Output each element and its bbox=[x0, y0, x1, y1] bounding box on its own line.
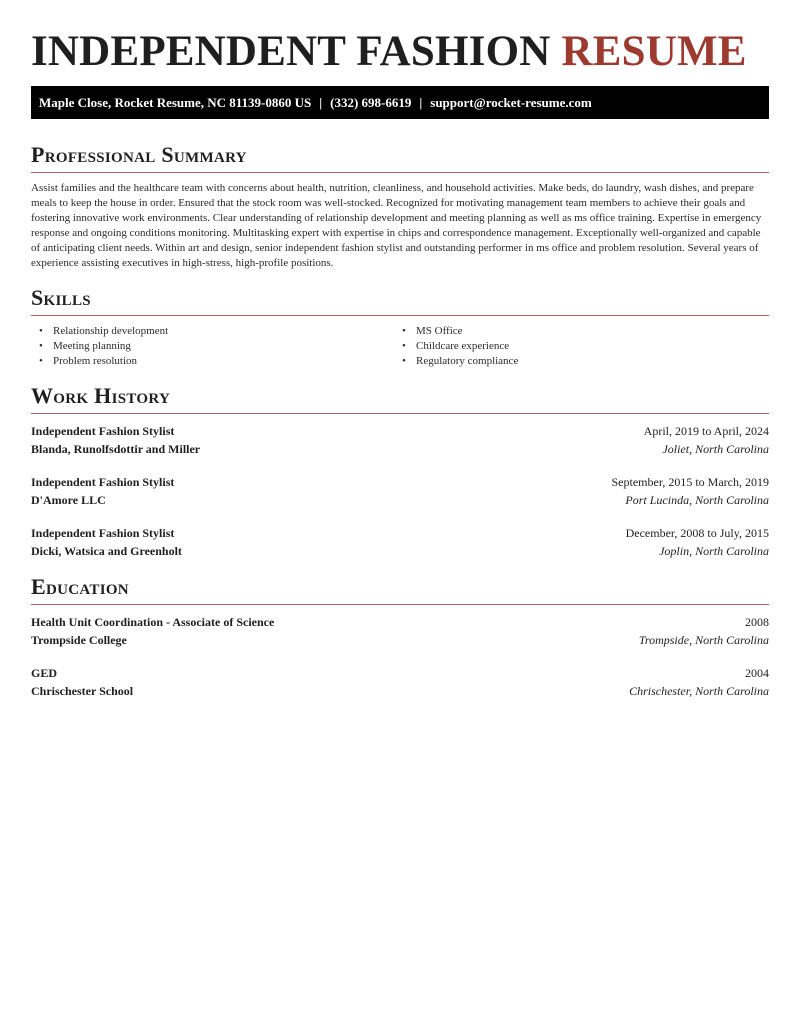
job-dates: December, 2008 to July, 2015 bbox=[625, 526, 769, 540]
job-company: Blanda, Runolfsdottir and Miller bbox=[31, 442, 201, 456]
skills-list bbox=[31, 324, 769, 369]
education-section bbox=[31, 574, 769, 700]
section-divider bbox=[31, 413, 769, 414]
job-entry bbox=[31, 524, 769, 560]
job-title: Independent Fashion Stylist bbox=[31, 475, 175, 489]
section-divider bbox=[31, 172, 769, 173]
education-entry bbox=[31, 664, 769, 700]
skill-item: • Regulatory compliance bbox=[394, 354, 757, 369]
contact-bar bbox=[31, 86, 769, 119]
title-main: INDEPENDENT FASHION bbox=[31, 28, 551, 75]
job-company: D'Amore LLC bbox=[31, 493, 106, 507]
education-location: Trompside, North Carolina bbox=[638, 633, 769, 647]
job-location: Port Lucinda, North Carolina bbox=[625, 493, 769, 507]
job-company: Dicki, Watsica and Greenholt bbox=[31, 544, 182, 558]
contact-address: Maple Close, Rocket Resume, NC 81139-0860 US bbox=[39, 94, 312, 110]
contact-separator: | bbox=[319, 94, 323, 110]
job-location: Joplin, North Carolina bbox=[659, 544, 769, 558]
education-school: Chrischester School bbox=[31, 684, 134, 698]
education-location: Chrischester, North Carolina bbox=[629, 684, 769, 698]
education-heading: Education bbox=[31, 574, 129, 599]
skill-item: • MS Office bbox=[394, 324, 757, 339]
education-year: 2004 bbox=[745, 666, 769, 680]
job-dates: April, 2019 to April, 2024 bbox=[643, 424, 769, 438]
education-school: Trompside College bbox=[31, 633, 127, 647]
resume-title bbox=[31, 0, 769, 74]
title-accent: RESUME bbox=[561, 28, 747, 75]
resume-page bbox=[31, 0, 769, 700]
education-degree: Health Unit Coordination - Associate of Science bbox=[31, 615, 275, 629]
skills-column-left bbox=[31, 324, 394, 369]
contact-separator: | bbox=[419, 94, 423, 110]
job-location: Joliet, North Carolina bbox=[662, 442, 769, 456]
contact-email: support@rocket-resume.com bbox=[430, 94, 592, 110]
summary-heading: Professional Summary bbox=[31, 142, 247, 167]
job-entry bbox=[31, 473, 769, 509]
skills-heading: Skills bbox=[31, 285, 91, 310]
skill-item: • Problem resolution bbox=[31, 354, 394, 369]
skill-item: • Meeting planning bbox=[31, 339, 394, 354]
job-entry bbox=[31, 422, 769, 458]
education-entry bbox=[31, 613, 769, 649]
summary-section bbox=[31, 142, 769, 271]
work-heading: Work History bbox=[31, 383, 171, 408]
skills-section bbox=[31, 285, 769, 369]
skill-item: • Relationship development bbox=[31, 324, 394, 339]
job-title: Independent Fashion Stylist bbox=[31, 424, 175, 438]
work-section bbox=[31, 383, 769, 560]
section-divider bbox=[31, 604, 769, 605]
education-degree: GED bbox=[31, 666, 58, 680]
job-dates: September, 2015 to March, 2019 bbox=[611, 475, 769, 489]
education-year: 2008 bbox=[745, 615, 769, 629]
skills-column-right bbox=[394, 324, 757, 369]
contact-phone: (332) 698-6619 bbox=[330, 94, 412, 110]
skill-item: • Childcare experience bbox=[394, 339, 757, 354]
summary-text: Assist families and the healthcare team with concerns about health, nutrition, cleanliness, and household activities. Make beds, do laundry, wash dishes, and prepare meals to keep the house in order. Ensured that the stock room was well-stocked. Recognized for motivating management team members to achieve their goals and fostering innovative work environments. Clear understanding of relationship development and meeting planning as well as ms office training. Expertise in emergency response and ongoing conditions monitoring. Multitasking expert with expertise in chips and correspondence management. Exceptionally well-organized and capable of anticipating client needs. Within art and design, senior independent fashion stylist and outstanding performer in ms office and problem resolution. Several years of experience assisting executives in high-stress, high-profile positions. bbox=[31, 182, 762, 269]
job-title: Independent Fashion Stylist bbox=[31, 526, 175, 540]
section-divider bbox=[31, 315, 769, 316]
